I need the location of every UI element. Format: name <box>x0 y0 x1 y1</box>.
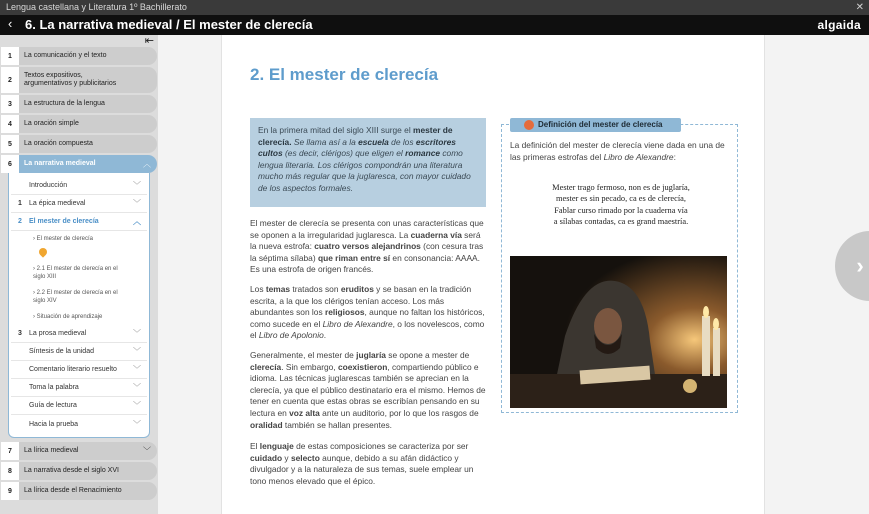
poem-line: Mester trago fermoso, non es de juglaría, <box>552 183 690 192</box>
leaf-situacion-aprendizaje[interactable]: › Situación de aprendizaje <box>33 314 103 320</box>
paragraph-temas: Los temas tratados son eruditos y se basan en la tradición escrita, a la que los clérigos tenían acceso. Los más abundantes son los religiosos, aunque no faltan los históricos, como sucede en el Libro de Alexandre, o los novelescos, como el Libro de Apolonio. <box>250 284 485 341</box>
chevron-down-icon: ﹀ <box>143 446 151 456</box>
next-page-button[interactable]: › <box>835 231 869 301</box>
chevron-down-icon: ﹀ <box>133 383 141 392</box>
definition-title: Definición del mester de clerecía <box>538 120 663 129</box>
leaf-siglo-xiv[interactable]: › 2.2 El mester de clerecía en el siglo XIV <box>33 290 118 304</box>
unit-label: La lírica medieval <box>24 447 79 454</box>
leaf-siglo-xiii[interactable]: › 2.1 El mester de clerecía en el siglo XIII <box>33 266 118 280</box>
back-arrow-icon[interactable]: ‹ <box>8 16 13 31</box>
subitem-label: Comentario literario resuelto <box>29 366 117 373</box>
close-icon[interactable]: ✕ <box>855 2 864 13</box>
window-title: Lengua castellana y Literatura 1º Bachillerato <box>6 2 187 12</box>
poem-stanza <box>510 182 732 227</box>
poem-line: Fablar curso rimado por la cuaderna vía <box>554 205 688 215</box>
subitem-guia-lectura[interactable] <box>11 397 147 415</box>
unit-number: 8 <box>1 462 19 480</box>
unit-number: 1 <box>1 47 19 65</box>
unit-label: La narrativa medieval <box>24 160 96 167</box>
unit-number: 5 <box>1 135 19 153</box>
unit-number: 7 <box>1 442 19 460</box>
unit-number: 6 <box>1 155 19 173</box>
brand-logo: algaida <box>817 18 861 32</box>
subitem-prosa-medieval[interactable] <box>11 325 147 343</box>
section-heading: 2. El mester de clerecía <box>250 65 439 84</box>
left-margin <box>158 35 222 514</box>
definition-text-part: : <box>673 151 676 162</box>
unit-number: 2 <box>1 67 19 93</box>
sidebar-unit-1[interactable] <box>1 47 157 65</box>
chevron-down-icon: ﹀ <box>133 199 141 208</box>
subitem-label: Toma la palabra <box>29 384 79 391</box>
window-titlebar <box>0 0 869 15</box>
subitem-comentario[interactable] <box>11 361 147 379</box>
paragraph-lenguaje: El lenguaje de estas composiciones se caracteriza por ser cuidado y selecto aunque, debido a su afán didáctico y divulgador y a la naturaleza de sus temas, suele emplear un tono menos elevado que el épico. <box>250 441 474 486</box>
poem-line: a sílabas contadas, ca es grand maestría. <box>553 216 689 226</box>
subitem-epica-medieval[interactable] <box>11 195 147 213</box>
subitem-label: Guía de lectura <box>29 402 77 409</box>
unit-number: 4 <box>1 115 19 133</box>
unit-6-subpanel <box>8 173 150 438</box>
intro-box: En la primera mitad del siglo XIII surge el mester de clerecía. Se llama así a la escuela de los escritores cultos (es decir, clérigos) que eligen el romance como lengua literaria. Los clérigos compondrán una literatura mucho más regular que la juglaresca, con mayor cuidado de los aspectos formales. <box>250 118 486 207</box>
paragraph-cuaderna-via: El mester de clerecía se presenta con unas características que se oponen a la irregularidad juglaresca. La cuaderna vía será la nueva estrofa: cuatro versos alejandrinos (con cesura tras la séptima sílaba) que riman entre sí en consonancia: AAAA. Es una estrofa de origen francés. <box>250 218 484 275</box>
sidebar-unit-5[interactable] <box>1 135 157 153</box>
subitem-label: Introducción <box>29 182 68 189</box>
subitem-label: La prosa medieval <box>29 330 87 337</box>
chevron-down-icon: ﹀ <box>133 347 141 356</box>
subitem-label: La épica medieval <box>29 200 86 207</box>
subitem-hacia-prueba[interactable] <box>11 415 147 433</box>
paragraph-juglaria: Generalmente, el mester de juglaría se opone a mester de clerecía. Sin embargo, coexistieron, compartiendo público e idioma. Las técnicas juglarescas también se aprecian en la clerecía, ya que el público destinatario era el mismo. Hemos de tener en cuenta que estas obras se escribían pensando en su lectura en voz alta ante un auditorio, por lo que los rasgos de oralidad también se hallan presentes. <box>250 350 486 430</box>
chevron-up-icon: ︿ <box>143 159 151 169</box>
unit-label: La oración simple <box>24 120 79 127</box>
unit-number: 3 <box>1 95 19 113</box>
unit-label: La estructura de la lengua <box>24 100 105 107</box>
sidebar <box>0 35 158 514</box>
unit-label: Textos expositivos, argumentativos y publicitarios <box>24 72 117 87</box>
chevron-down-icon: ﹀ <box>133 419 141 429</box>
definition-text <box>510 140 732 163</box>
unit-label: La narrativa desde el siglo XVI <box>24 467 119 474</box>
location-pin <box>9 247 149 261</box>
chevron-down-icon: ﹀ <box>133 181 141 190</box>
subitem-introduccion[interactable] <box>11 177 147 195</box>
subitem-sintesis[interactable] <box>11 343 147 361</box>
sidebar-unit-4[interactable] <box>1 115 157 133</box>
subitem-number: 1 <box>18 200 22 207</box>
unit-number: 9 <box>1 482 19 500</box>
subitem-toma-palabra[interactable] <box>11 379 147 397</box>
sidebar-top <box>0 35 158 47</box>
subitem-number: 2 <box>18 218 22 225</box>
sidebar-unit-3[interactable] <box>1 95 157 113</box>
monk-writing-photo <box>510 256 727 408</box>
app-header <box>0 15 869 35</box>
subitem-label: Síntesis de la unidad <box>29 348 94 355</box>
chevron-down-icon: ﹀ <box>133 401 141 410</box>
unit-label: La comunicación y el texto <box>24 52 107 59</box>
chevron-down-icon: ﹀ <box>133 329 141 338</box>
chevron-up-icon: ︿ <box>133 217 141 226</box>
main-content <box>158 35 869 514</box>
subitem-label: El mester de clerecía <box>29 218 99 225</box>
sidebar-unit-7[interactable] <box>1 442 157 460</box>
map-pin-icon <box>37 246 48 257</box>
book-title: Libro de Alexandre <box>603 151 674 162</box>
unit-label: La lírica desde el Renacimiento <box>24 487 122 494</box>
chevron-down-icon: ﹀ <box>133 365 141 374</box>
sidebar-unit-2[interactable] <box>1 67 157 93</box>
sidebar-unit-8[interactable] <box>1 462 157 480</box>
poem-line: mester es sin pecado, ca es de clerecía, <box>556 194 686 204</box>
definition-tag <box>510 118 681 132</box>
page-title: 6. La narrativa medieval / El mester de clerecía <box>25 17 313 32</box>
collapse-sidebar-icon[interactable]: ⇤ <box>144 35 154 47</box>
definition-text-part: La definición del mester de clerecía viene dada en una de las primeras estrofas del <box>510 140 725 162</box>
pointing-hand-icon <box>524 120 534 130</box>
subitem-label: Hacia la prueba <box>29 420 79 428</box>
sidebar-unit-9[interactable] <box>1 482 157 500</box>
subitem-mester-clerecia[interactable] <box>11 213 147 231</box>
unit-label: La oración compuesta <box>24 140 93 147</box>
sidebar-unit-6-active[interactable] <box>1 155 157 173</box>
leaf-mester-clerecia[interactable]: › El mester de clerecía <box>33 236 94 242</box>
subitem-number: 3 <box>18 330 22 337</box>
